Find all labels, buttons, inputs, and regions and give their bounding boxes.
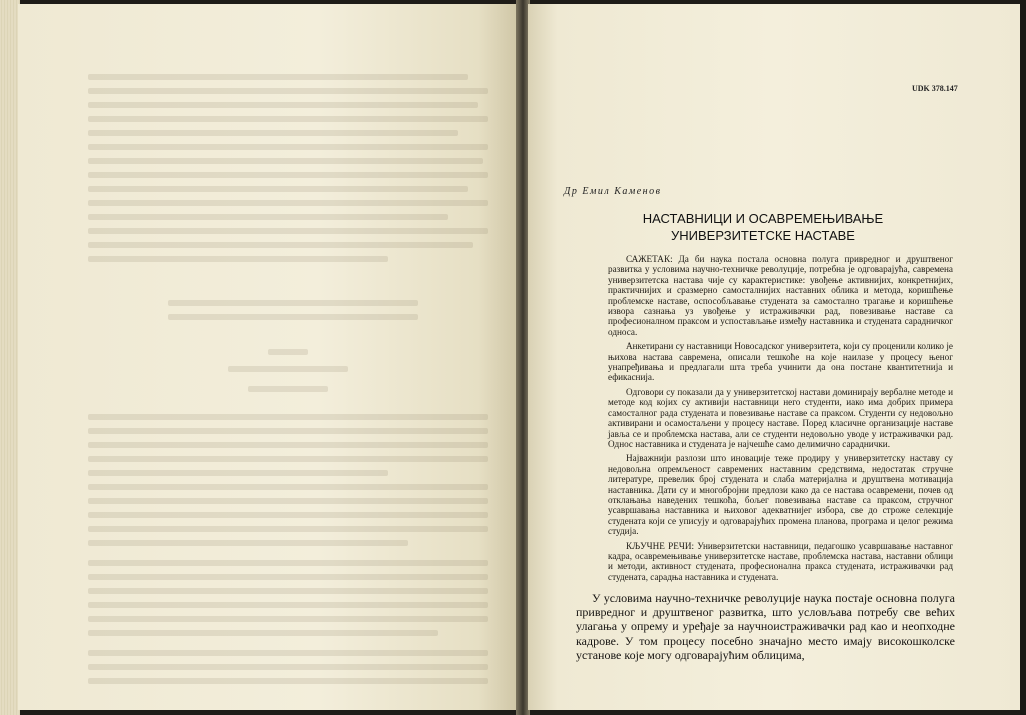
bleed-through-line [88, 678, 488, 684]
article-title [588, 210, 938, 244]
abstract [608, 254, 953, 586]
bleed-through-line [88, 214, 448, 220]
bleed-through-line [88, 428, 488, 434]
body-paragraph: У условима научно-техничке револуције наука постаје основна полуга привредног и друштвеног развитка, што условљава потребу све већих улагања у опрему и уређаје за научноистраживачки рад као и неопходне кадрове. У том процесу посебно значајно место имају високошколске установе које могу одговарајућим облицима, [576, 591, 955, 662]
bleed-through-line [248, 386, 328, 392]
bleed-through-line [88, 526, 488, 532]
keywords-paragraph: КЉУЧНЕ РЕЧИ: Универзитетски наставници, педагошко усавршавање наставног кадра, осавремењивање универзитетске наставе, проблемска настава, наставни облици и методи, активност студената, професионална пракса студената, истраживачки рад студената, сарадња наставника и студената. [608, 540, 953, 582]
bleed-through-line [88, 144, 488, 150]
bleed-through-line [88, 498, 488, 504]
bleed-through-line [88, 158, 483, 164]
bleed-through-line [88, 88, 488, 94]
bleed-through-line [88, 442, 488, 448]
bleed-through-line [88, 200, 488, 206]
bleed-through-line [88, 664, 488, 670]
bleed-through-line [88, 512, 488, 518]
bleed-through-line [88, 560, 488, 566]
bleed-through-line [88, 102, 478, 108]
abstract-paragraph: САЖЕТАК: Да би наука постала основна полуга привредног и друштвеног развитка у условима научно-техничке револуције, потребна је одговарајућа, савремена универзитетска настава чије су карактеристике: увођење активнијих, конкретнијих, практичнијих и сразмерно самосталнијих наставних облика и метода, коришћење проблемске наставе, оспособљавање студената за самостално трагање и коришћење извора сазнања уз увођење у истраживачки рад, повезивање наставе са професионалном праксом и успостављање између наставника и студената сарадничког односа. [608, 254, 953, 337]
page-edge-right [1020, 0, 1026, 715]
left-page [18, 4, 518, 710]
author-name: Др Емил Каменов [564, 186, 662, 197]
bleed-through-line [88, 414, 488, 420]
bleed-through-line [88, 456, 488, 462]
bleed-through-line [88, 256, 388, 262]
bleed-through-line [88, 470, 388, 476]
body-text [576, 591, 955, 662]
bleed-through-line [88, 130, 458, 136]
bleed-through-line [88, 74, 468, 80]
bleed-through-line [88, 186, 468, 192]
title-line-1: НАСТАВНИЦИ И ОСАВРЕМЕЊИВАЊЕ [642, 211, 884, 226]
bleed-through-line [88, 602, 488, 608]
bleed-through-line [228, 366, 348, 372]
bleed-through-line [88, 588, 488, 594]
bleed-through-line [268, 349, 308, 355]
bleed-through-line [88, 650, 488, 656]
bleed-through-line [88, 242, 473, 248]
bleed-through-line [88, 484, 488, 490]
bleed-through-line [88, 540, 408, 546]
udk-code: UDK 378.147 [912, 84, 958, 93]
bleed-through-line [168, 314, 418, 320]
abstract-paragraph: Најважнији разлози што иновације теже продиру у универзитетску наставу су недовољна опремљеност савремених наставним средствима, недостатак стручне литературе, превелик број студената и слаба материјална и друштвена мотивација наставника. Дати су и многобројни предлози како да се настава осавремени, почев од отклањања наведених тешкоћа, бољег повезивања наставе са праксом, стручног усавршавања наставника и њиховог адекватнијег избора, све до строже селекције студената који се уписују и одговарајућих промена планова, програма и целог режима студија. [608, 453, 953, 537]
title-line-2: УНИВЕРЗИТЕТСКЕ НАСТАВЕ [671, 228, 855, 243]
bleed-through-line [88, 630, 438, 636]
bleed-through-line [88, 172, 488, 178]
page-edges-left [0, 0, 20, 715]
abstract-paragraph: Одговори су показали да у универзитетској настави доминирају вербалне методе и методе код којих су активији наставници него студенти, иако има добрих примера самосталног рада студената и повезивање наставе са праксом. Студенти су недовољно активирани и осамостаљени у процесу наставе. Поред класичне организације наставе јавља се и проблемска настава, али се студенти недовољно уводе у истраживачки рад. Однос наставника и студената је најчешће само делимично сараднички. [608, 386, 953, 449]
bleed-through-line [88, 228, 488, 234]
bleed-through-line [168, 300, 418, 306]
bleed-through-line [88, 616, 488, 622]
bleed-through-line [88, 116, 488, 122]
abstract-paragraph: Анкетирани су наставници Новосадског универзитета, који су проценили колико је њихова настава савремена, описали тешкоће на које наилазе у процесу њеног унапређивања и предлагали шта треба учинити да она постане квантитетнија и ефикаснија. [608, 341, 953, 383]
bleed-through-line [88, 574, 488, 580]
